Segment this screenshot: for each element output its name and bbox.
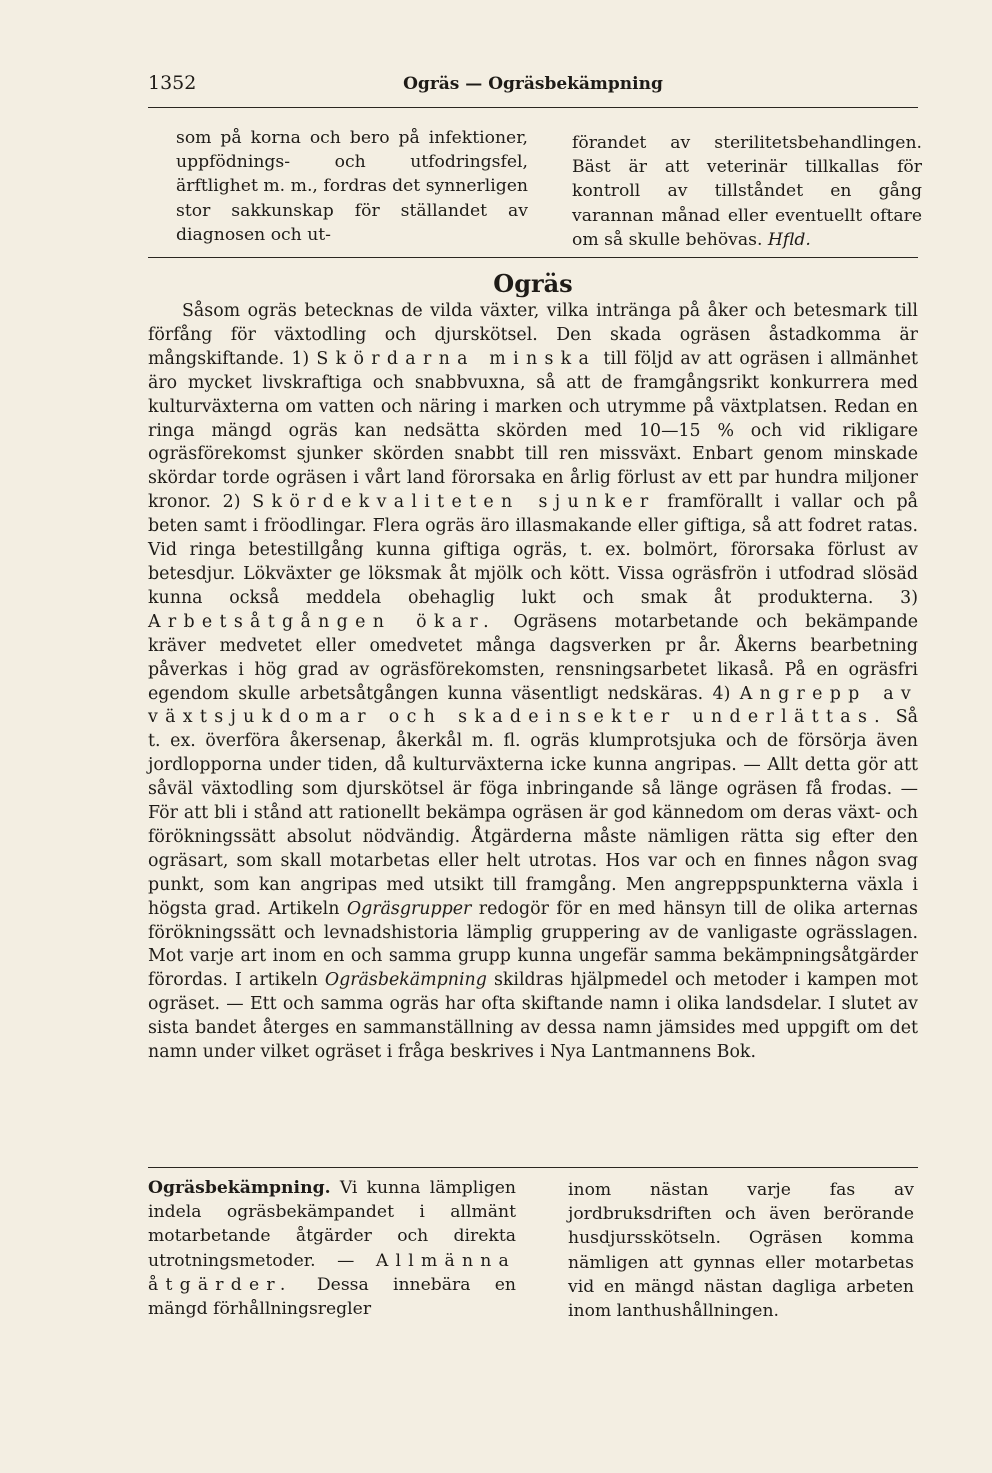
emphasis-text: Allmänna åtgärder. (148, 1250, 517, 1295)
body-text: Så t. ex. överföra åkersenap, åkerkål m. fl. ogräs klumprotsjuka och de försörja även jordlopporna under tiden, då kulturväxterna icke kunna angripas. — Allt detta gör att såväl växtodling som djurskötsel är föga inbringande så länge ogräsen få frodas. — För att bli i stånd att rationellt bekämpa ogräsen är god kännedom om deras växt- och förökningssätt absolut nödvändig. Åtgärderna måste nämligen rätta sig efter den ogräsart, som skall motarbetas eller helt utrotas. Hos var och en finnes någon svag punkt, som kan angripas med utsikt till framgång. Men angreppspunkterna växla i högsta grad. Artikeln (148, 707, 918, 919)
body-text: Ogräsens motarbetande och bekämpande kräver medvetet eller omedvetet många dagsverken pr år. Åkerns bearbetning påverkas i hög grad av ogräsförekomsten, rensningsarbetet likaså. På en ogräsfri egendom skulle arbetsåtgången kunna väsentligt nedskäras. 4) (148, 611, 919, 704)
bottom-left-paragraph (148, 1176, 516, 1321)
page-number: 1352 (148, 72, 197, 94)
bottom-right-column (568, 1178, 914, 1323)
section-rule-top (148, 257, 918, 258)
bottom-right-text: inom nästan varje fas av jordbruksdriften och även berörande husdjursskötseln. Ogräsen komma nämligen att gynnas eller motarbetas vid en mängd nästan dagliga arbeten inom lanthushållningen. (568, 1180, 914, 1322)
body-text: Vi kunna lämpligen indela ogräsbekämpandet i allmänt motarbetande åtgärder och direkta utrotningsmetoder. — (148, 1178, 516, 1271)
top-left-column (176, 126, 528, 247)
body-text: skildras hjälpmedel och metoder i kampen mot ogräset. — Ett och samma ogräs har ofta skiftande namn i olika landsdelar. I slutet av sista bandet återges en sammanställning av dessa namn jämsides med uppgift om det namn under vilket ogräset i fråga beskrives i Nya Lantmannens Bok. (148, 970, 918, 1063)
top-right-paragraph (572, 131, 922, 252)
emphasis-text: Skördekvaliteten sjunker (252, 492, 656, 513)
emphasis-text: Angrepp av växtsjukdomar och skadeinsekter underlättas. (148, 683, 919, 728)
top-right-text: förandet av sterilitetsbehandlingen. Bäst är att veterinär tillkallas för kontroll av tillståndet en gång varannan månad eller eventuellt oftare om så skulle behövas. (572, 133, 922, 250)
bottom-left-column (148, 1176, 516, 1321)
article-body (148, 300, 918, 1065)
body-text: redogör för en med hänsyn till de olika arternas förökningssätt och levnadshistoria lämplig gruppering av de vanligaste ogrässlagen. Mot varje art inom en och samma grupp kunna ungefär samma bekämpningsåtgärder förordas. I artikeln (148, 898, 918, 991)
article-title: Ogräs (493, 269, 573, 298)
top-right-column (572, 131, 922, 252)
body-text: Dessa innebära en mängd förhållningsregler (148, 1274, 516, 1320)
page-header (148, 72, 918, 100)
top-left-text: som på korna och bero på infektioner, uppfödnings- och utfodringsfel, ärftlighet m. m., fordras det synnerligen stor sakkunskap för ställandet av diagnosen och ut- (176, 128, 528, 245)
entry-headword: Ogräsbekämpning. (148, 1178, 331, 1198)
running-head: Ogräs — Ogräsbekämpning (403, 74, 663, 94)
cross-reference: Ogräsbekämpning (324, 970, 487, 991)
body-text: framförallt i vallar och på beten samt i fröodlingar. Flera ogräs äro illasmakande eller giftiga, så att fodret ratas. Vid ringa betestillgång kunna giftiga ogräs, t. ex. bolmört, förorsaka förlust av betesdjur. Lökväxter ge löksmak åt mjölk och kött. Vissa ogräsfrön i utfodrad slösäd kunna också meddela obehaglig lukt och smak åt produkterna. 3) (148, 492, 919, 608)
header-rule (148, 107, 918, 108)
emphasis-text: Skördarna minska (316, 348, 597, 369)
body-text: till följd av att ogräsen i allmänhet äro mycket livskraftiga och snabbvuxna, så att de framgångsrikt konkurrera med kulturväxterna om vatten och näring i marken och utrymme på växtplatsen. Redan en ringa mängd ogräs kan nedsätta skörden med 10—15 % och vid rikligare ogräsförekomst sjunker skörden snabbt till ren missväxt. Enbart genom minskade skördar torde ogräsen i vårt land förorsaka en årlig förlust av ett par hundra miljoner kronor. 2) (148, 348, 918, 513)
emphasis-text: Arbetsåtgången ökar. (148, 611, 496, 632)
cross-reference: Ogräsgrupper (346, 898, 472, 919)
body-text: Såsom ogräs betecknas de vilda växter, vilka intränga på åker och betesmark till förfång för växtodling och djurskötsel. Den skada ogräsen åstadkomma är mångskiftande. 1) (148, 301, 918, 369)
section-rule-bottom (148, 1167, 918, 1168)
article-paragraph (148, 300, 918, 1065)
author-signature: Hfld. (767, 229, 811, 250)
